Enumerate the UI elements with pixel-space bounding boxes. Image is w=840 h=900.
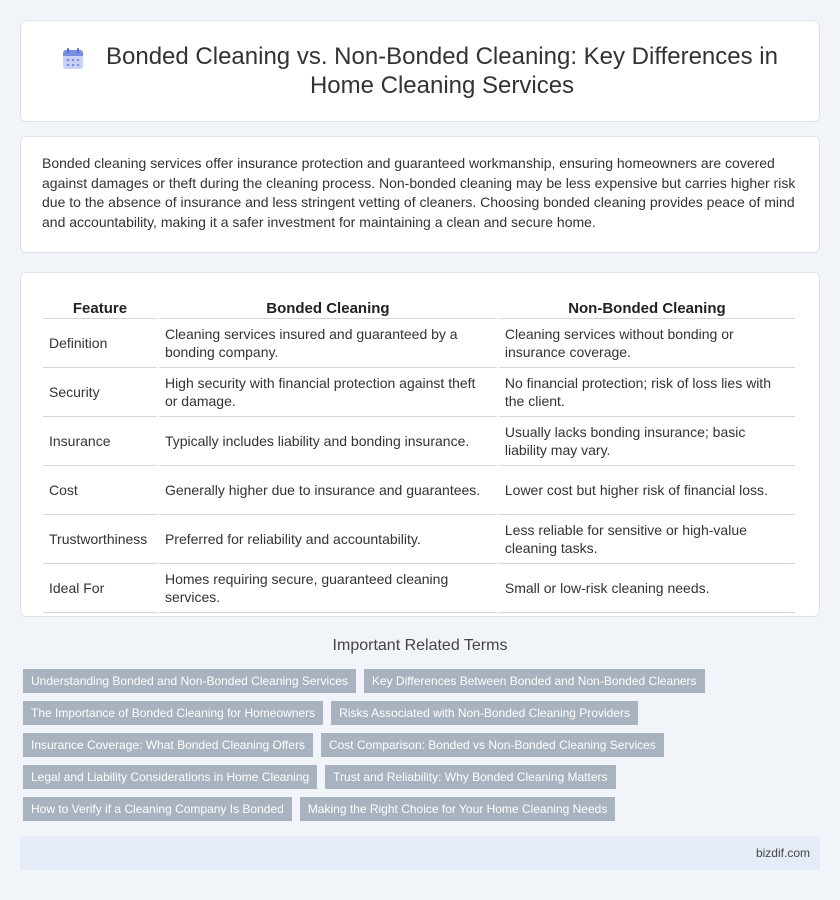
related-term-link[interactable]: Key Differences Between Bonded and Non-Bonded Cleaners xyxy=(364,669,705,693)
non-bonded-cell: Small or low-risk cleaning needs. xyxy=(499,564,795,613)
feature-cell: Trustworthiness xyxy=(43,515,157,564)
bonded-cell: Cleaning services insured and guaranteed by a bonding company. xyxy=(159,319,497,368)
feature-cell: Definition xyxy=(43,319,157,368)
intro-card xyxy=(20,136,820,253)
comparison-table xyxy=(41,297,797,613)
bonded-cell: Preferred for reliability and accountability. xyxy=(159,515,497,564)
bonded-cell: Homes requiring secure, guaranteed cleaning services. xyxy=(159,564,497,613)
related-term-link[interactable]: Legal and Liability Considerations in Home Cleaning xyxy=(23,765,317,789)
table-row xyxy=(43,368,795,417)
table-row xyxy=(43,319,795,368)
table-row xyxy=(43,417,795,466)
header-non-bonded: Non-Bonded Cleaning xyxy=(499,297,795,319)
bonded-cell: Typically includes liability and bonding insurance. xyxy=(159,417,497,466)
feature-cell: Ideal For xyxy=(43,564,157,613)
related-term-link[interactable]: Risks Associated with Non-Bonded Cleaning Providers xyxy=(331,701,638,725)
feature-cell: Cost xyxy=(43,466,157,515)
non-bonded-cell: No financial protection; risk of loss lies with the client. xyxy=(499,368,795,417)
related-terms-list xyxy=(23,669,823,829)
related-term-link[interactable]: Insurance Coverage: What Bonded Cleaning Offers xyxy=(23,733,313,757)
intro-text: Bonded cleaning services offer insurance protection and guaranteed workmanship, ensuring homeowners are covered against damages or theft during the cleaning process. Non-bonded cleaning may be less expensive but carries higher risk due to the absence of insurance and less stringent vetting of cleaners. Choosing bonded cleaning provides peace of mind and accountability, making it a safer investment for maintaining a clean and secure home. xyxy=(42,155,796,230)
bonded-cell: High security with financial protection against theft or damage. xyxy=(159,368,497,417)
calendar-icon xyxy=(61,47,85,71)
related-terms-title: Important Related Terms xyxy=(332,637,508,654)
header-bonded: Bonded Cleaning xyxy=(159,297,497,319)
table-row xyxy=(43,515,795,564)
table-header-row xyxy=(43,297,795,319)
related-term-link[interactable]: Cost Comparison: Bonded vs Non-Bonded Cleaning Services xyxy=(321,733,664,757)
tag-row xyxy=(23,765,823,789)
feature-cell: Insurance xyxy=(43,417,157,466)
related-term-link[interactable]: Making the Right Choice for Your Home Cleaning Needs xyxy=(300,797,616,821)
table-row xyxy=(43,564,795,613)
related-term-link[interactable]: The Importance of Bonded Cleaning for Homeowners xyxy=(23,701,323,725)
site-link[interactable]: bizdif.com xyxy=(755,846,810,860)
non-bonded-cell: Lower cost but higher risk of financial loss. xyxy=(499,466,795,515)
tag-row xyxy=(23,669,823,693)
related-term-link[interactable]: Understanding Bonded and Non-Bonded Cleaning Services xyxy=(23,669,356,693)
tag-row xyxy=(23,701,823,725)
header-feature: Feature xyxy=(43,297,157,319)
related-term-link[interactable]: Trust and Reliability: Why Bonded Cleaning Matters xyxy=(325,765,615,789)
title-card xyxy=(20,20,820,122)
comparison-table-card xyxy=(20,272,820,617)
non-bonded-cell: Less reliable for sensitive or high-value cleaning tasks. xyxy=(499,515,795,564)
page-title: Bonded Cleaning vs. Non-Bonded Cleaning: Key Differences in Home Cleaning Services xyxy=(106,43,778,99)
feature-cell: Security xyxy=(43,368,157,417)
tag-row xyxy=(23,797,823,821)
footer xyxy=(20,836,820,870)
title-wrap xyxy=(61,42,779,100)
related-term-link[interactable]: How to Verify if a Cleaning Company Is Bonded xyxy=(23,797,292,821)
table-row xyxy=(43,466,795,515)
non-bonded-cell: Usually lacks bonding insurance; basic liability may vary. xyxy=(499,417,795,466)
bonded-cell: Generally higher due to insurance and guarantees. xyxy=(159,466,497,515)
tag-row xyxy=(23,733,823,757)
non-bonded-cell: Cleaning services without bonding or insurance coverage. xyxy=(499,319,795,368)
